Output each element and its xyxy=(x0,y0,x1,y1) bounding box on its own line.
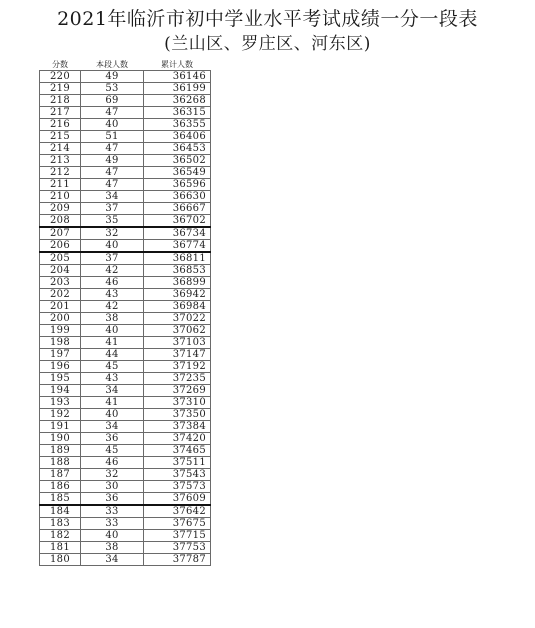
score-cell: 206 xyxy=(40,240,81,253)
segment-count-cell: 42 xyxy=(81,301,144,313)
score-cell: 183 xyxy=(40,518,81,530)
score-cell: 182 xyxy=(40,530,81,542)
segment-count-cell: 34 xyxy=(81,385,144,397)
table-row xyxy=(40,373,211,385)
segment-count-cell: 69 xyxy=(81,95,144,107)
segment-count-cell: 34 xyxy=(81,421,144,433)
cumulative-count-cell: 36774 xyxy=(144,240,211,253)
score-cell: 211 xyxy=(40,179,81,191)
cumulative-count-cell: 36702 xyxy=(144,215,211,228)
table-row xyxy=(40,505,211,518)
score-cell: 199 xyxy=(40,325,81,337)
segment-count-cell: 37 xyxy=(81,203,144,215)
score-cell: 197 xyxy=(40,349,81,361)
segment-count-cell: 33 xyxy=(81,518,144,530)
cumulative-count-cell: 37642 xyxy=(144,505,211,518)
score-cell: 203 xyxy=(40,277,81,289)
segment-count-cell: 42 xyxy=(81,265,144,277)
score-cell: 195 xyxy=(40,373,81,385)
cumulative-count-cell: 37420 xyxy=(144,433,211,445)
score-cell: 218 xyxy=(40,95,81,107)
score-cell: 180 xyxy=(40,554,81,566)
segment-count-cell: 34 xyxy=(81,191,144,203)
cumulative-count-cell: 36406 xyxy=(144,131,211,143)
score-cell: 193 xyxy=(40,397,81,409)
segment-count-cell: 34 xyxy=(81,554,144,566)
score-cell: 215 xyxy=(40,131,81,143)
table-row xyxy=(40,107,211,119)
score-cell: 198 xyxy=(40,337,81,349)
score-cell: 191 xyxy=(40,421,81,433)
segment-count-cell: 40 xyxy=(81,530,144,542)
table-row xyxy=(40,481,211,493)
cumulative-count-cell: 36811 xyxy=(144,252,211,265)
score-cell: 192 xyxy=(40,409,81,421)
cumulative-count-cell: 37543 xyxy=(144,469,211,481)
cumulative-count-cell: 37573 xyxy=(144,481,211,493)
table-row xyxy=(40,457,211,469)
segment-count-cell: 47 xyxy=(81,179,144,191)
table-row xyxy=(40,83,211,95)
table-row xyxy=(40,542,211,554)
cumulative-count-cell: 36502 xyxy=(144,155,211,167)
table-row xyxy=(40,143,211,155)
table-row xyxy=(40,95,211,107)
segment-count-cell: 36 xyxy=(81,493,144,506)
score-cell: 190 xyxy=(40,433,81,445)
column-header-segment-count: 本段人数 xyxy=(96,60,128,69)
table-row xyxy=(40,421,211,433)
table-row xyxy=(40,215,211,228)
score-distribution-table xyxy=(39,59,211,566)
table-row xyxy=(40,337,211,349)
segment-count-cell: 40 xyxy=(81,325,144,337)
score-cell: 194 xyxy=(40,385,81,397)
score-cell: 210 xyxy=(40,191,81,203)
table-row xyxy=(40,119,211,131)
cumulative-count-cell: 36984 xyxy=(144,301,211,313)
segment-count-cell: 41 xyxy=(81,397,144,409)
cumulative-count-cell: 37022 xyxy=(144,313,211,325)
table-row xyxy=(40,227,211,240)
segment-count-cell: 47 xyxy=(81,143,144,155)
score-cell: 188 xyxy=(40,457,81,469)
score-cell: 209 xyxy=(40,203,81,215)
cumulative-count-cell: 37235 xyxy=(144,373,211,385)
cumulative-count-cell: 37103 xyxy=(144,337,211,349)
score-cell: 213 xyxy=(40,155,81,167)
table-row xyxy=(40,301,211,313)
table-row xyxy=(40,71,211,83)
column-header-cumulative-count: 累计人数 xyxy=(161,60,193,69)
score-cell: 186 xyxy=(40,481,81,493)
segment-count-cell: 53 xyxy=(81,83,144,95)
score-cell: 200 xyxy=(40,313,81,325)
score-cell: 212 xyxy=(40,167,81,179)
table-row xyxy=(40,325,211,337)
segment-count-cell: 51 xyxy=(81,131,144,143)
segment-count-cell: 40 xyxy=(81,240,144,253)
segment-count-cell: 44 xyxy=(81,349,144,361)
column-header-score: 分数 xyxy=(52,60,68,69)
cumulative-count-cell: 37384 xyxy=(144,421,211,433)
table-row xyxy=(40,277,211,289)
cumulative-count-cell: 36549 xyxy=(144,167,211,179)
score-cell: 214 xyxy=(40,143,81,155)
score-cell: 196 xyxy=(40,361,81,373)
table-row xyxy=(40,289,211,301)
cumulative-count-cell: 37465 xyxy=(144,445,211,457)
table-row xyxy=(40,155,211,167)
score-cell: 204 xyxy=(40,265,81,277)
table-row xyxy=(40,385,211,397)
cumulative-count-cell: 36899 xyxy=(144,277,211,289)
cumulative-count-cell: 37350 xyxy=(144,409,211,421)
table-row xyxy=(40,167,211,179)
page-title: 2021年临沂市初中学业水平考试成绩一分一段表 xyxy=(57,8,478,30)
segment-count-cell: 32 xyxy=(81,469,144,481)
score-cell: 187 xyxy=(40,469,81,481)
cumulative-count-cell: 36315 xyxy=(144,107,211,119)
segment-count-cell: 37 xyxy=(81,252,144,265)
cumulative-count-cell: 37269 xyxy=(144,385,211,397)
score-cell: 202 xyxy=(40,289,81,301)
cumulative-count-cell: 36596 xyxy=(144,179,211,191)
table-row xyxy=(40,361,211,373)
cumulative-count-cell: 36268 xyxy=(144,95,211,107)
cumulative-count-cell: 36146 xyxy=(144,71,211,83)
cumulative-count-cell: 36199 xyxy=(144,83,211,95)
table-row xyxy=(40,445,211,457)
cumulative-count-cell: 36667 xyxy=(144,203,211,215)
table-row xyxy=(40,313,211,325)
cumulative-count-cell: 37609 xyxy=(144,493,211,506)
table-row xyxy=(40,349,211,361)
cumulative-count-cell: 36630 xyxy=(144,191,211,203)
segment-count-cell: 36 xyxy=(81,433,144,445)
table-row xyxy=(40,493,211,506)
segment-count-cell: 46 xyxy=(81,277,144,289)
segment-count-cell: 43 xyxy=(81,373,144,385)
segment-count-cell: 45 xyxy=(81,445,144,457)
score-cell: 220 xyxy=(40,71,81,83)
table-row xyxy=(40,518,211,530)
table-row xyxy=(40,397,211,409)
segment-count-cell: 40 xyxy=(81,409,144,421)
cumulative-count-cell: 37675 xyxy=(144,518,211,530)
table-row xyxy=(40,252,211,265)
score-cell: 216 xyxy=(40,119,81,131)
cumulative-count-cell: 37753 xyxy=(144,542,211,554)
segment-count-cell: 47 xyxy=(81,167,144,179)
segment-count-cell: 49 xyxy=(81,155,144,167)
table-row xyxy=(40,203,211,215)
score-cell: 207 xyxy=(40,227,81,240)
table-row xyxy=(40,191,211,203)
cumulative-count-cell: 37147 xyxy=(144,349,211,361)
score-cell: 184 xyxy=(40,505,81,518)
segment-count-cell: 35 xyxy=(81,215,144,228)
score-cell: 181 xyxy=(40,542,81,554)
page-subtitle: (兰山区、罗庄区、河东区) xyxy=(164,34,371,54)
cumulative-count-cell: 36355 xyxy=(144,119,211,131)
cumulative-count-cell: 37310 xyxy=(144,397,211,409)
segment-count-cell: 40 xyxy=(81,119,144,131)
segment-count-cell: 49 xyxy=(81,71,144,83)
cumulative-count-cell: 37715 xyxy=(144,530,211,542)
table-row xyxy=(40,433,211,445)
cumulative-count-cell: 37787 xyxy=(144,554,211,566)
score-cell: 219 xyxy=(40,83,81,95)
table-row xyxy=(40,179,211,191)
cumulative-count-cell: 36453 xyxy=(144,143,211,155)
table-row xyxy=(40,131,211,143)
segment-count-cell: 33 xyxy=(81,505,144,518)
segment-count-cell: 38 xyxy=(81,313,144,325)
segment-count-cell: 47 xyxy=(81,107,144,119)
cumulative-count-cell: 36734 xyxy=(144,227,211,240)
cumulative-count-cell: 37192 xyxy=(144,361,211,373)
segment-count-cell: 46 xyxy=(81,457,144,469)
score-cell: 201 xyxy=(40,301,81,313)
cumulative-count-cell: 37062 xyxy=(144,325,211,337)
segment-count-cell: 41 xyxy=(81,337,144,349)
score-cell: 205 xyxy=(40,252,81,265)
segment-count-cell: 30 xyxy=(81,481,144,493)
table-row xyxy=(40,530,211,542)
score-cell: 185 xyxy=(40,493,81,506)
score-cell: 208 xyxy=(40,215,81,228)
segment-count-cell: 45 xyxy=(81,361,144,373)
table-body xyxy=(40,71,211,566)
score-cell: 189 xyxy=(40,445,81,457)
cumulative-count-cell: 36942 xyxy=(144,289,211,301)
cumulative-count-cell: 37511 xyxy=(144,457,211,469)
table-row xyxy=(40,554,211,566)
table-row xyxy=(40,240,211,253)
segment-count-cell: 38 xyxy=(81,542,144,554)
segment-count-cell: 43 xyxy=(81,289,144,301)
cumulative-count-cell: 36853 xyxy=(144,265,211,277)
table-row xyxy=(40,409,211,421)
table-row xyxy=(40,469,211,481)
table-header-row xyxy=(40,59,211,71)
table-row xyxy=(40,265,211,277)
score-cell: 217 xyxy=(40,107,81,119)
segment-count-cell: 32 xyxy=(81,227,144,240)
